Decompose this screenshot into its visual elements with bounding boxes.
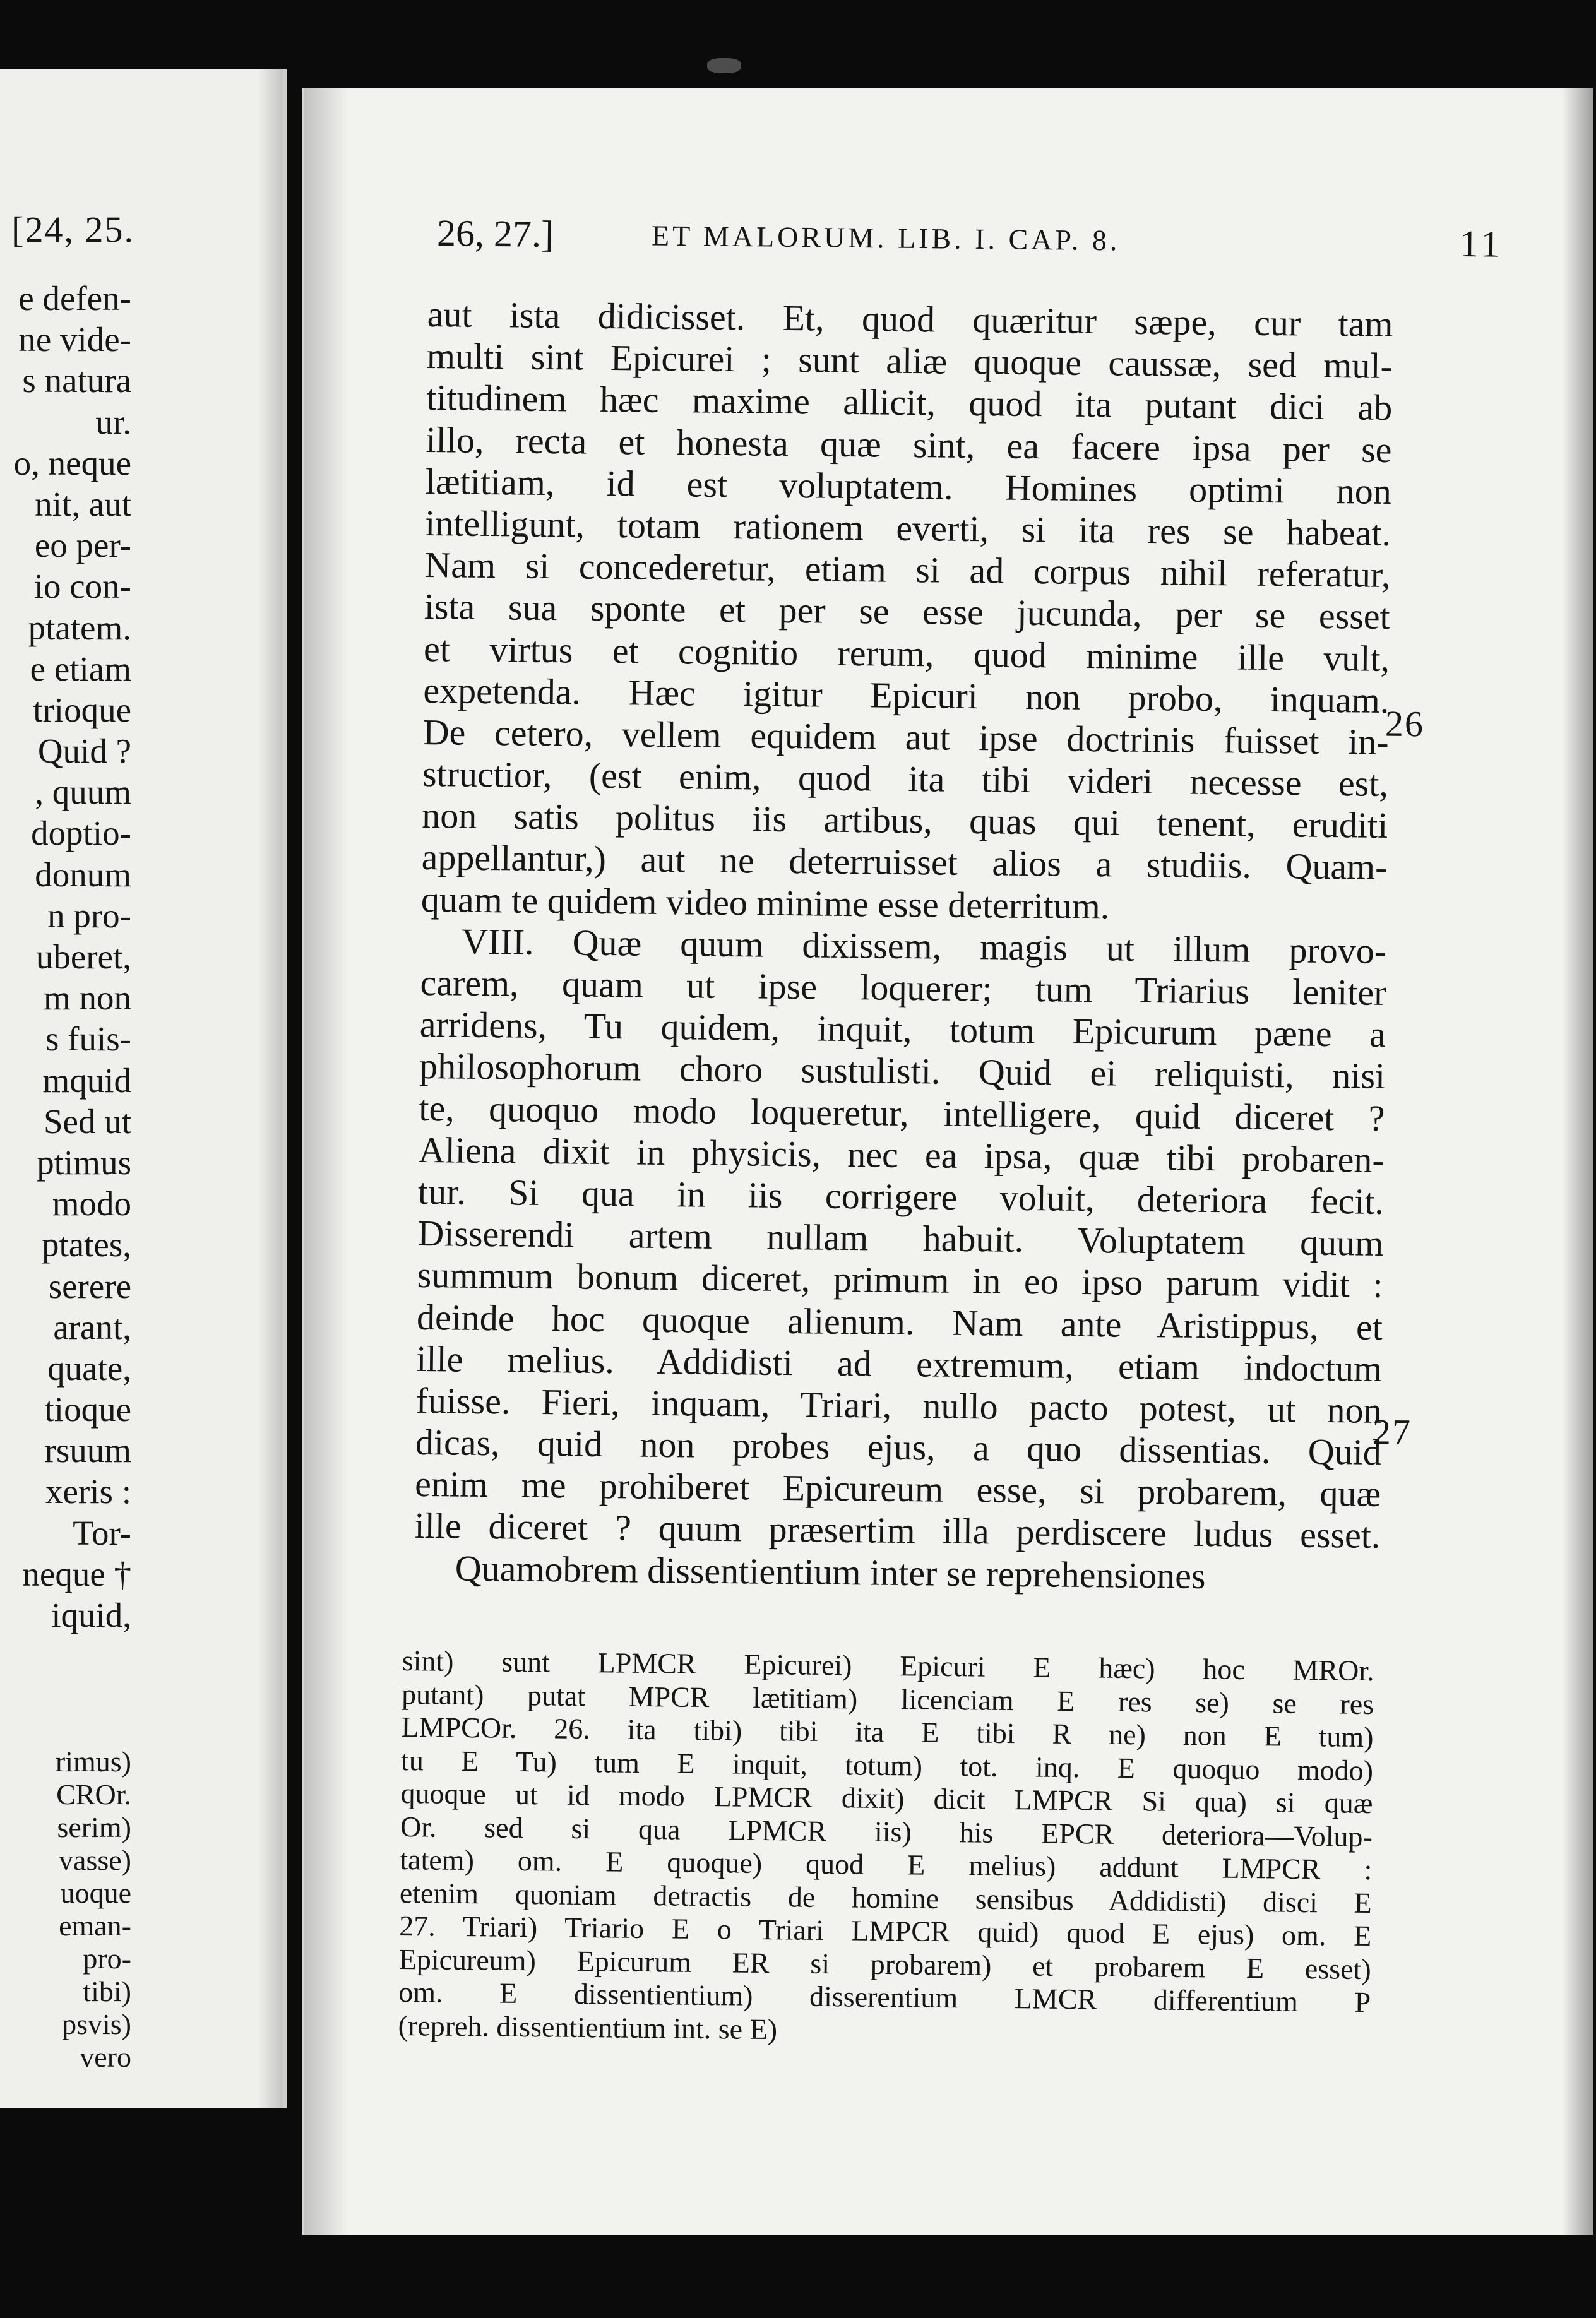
text-line: ille melius. Addidisti ad extremum, etiam indoctum [415,1338,1383,1389]
left-text-line: neque † [22,1554,131,1593]
left-note-line: CROr. [56,1778,131,1810]
left-note-line: rimus) [55,1745,131,1778]
text-line: lætitiam, id est voluptatem. Homines optimi non [425,460,1392,512]
text-line: philosophorum choro sustulisti. Quid ei reliquisti, nisi [419,1045,1386,1097]
text-line: ista sua sponte et per se esse jucunda, per se esset [424,586,1391,638]
text-line: aut ista didicisset. Et, quod quæritur sæpe, cur tam [427,294,1393,345]
text-line: multi sint Epicurei ; sunt aliæ quoque caussæ, sed mul- [426,335,1393,387]
text-line: appellantur,) aut ne deterruisset alios a studiis. Quam- [421,836,1388,888]
note-line: sint) sunt LPMCR Epicurei) Epicuri E hæc) hoc MROr. [402,1644,1374,1687]
note-line: om. E dissentientium) disserentium LMCR differentium P [398,1975,1371,2019]
margin-section-number: 27 [1372,1411,1412,1453]
left-note-line: serim) [57,1811,131,1843]
margin-section-number: 26 [1385,703,1425,745]
left-text-line: donum [35,855,131,894]
text-line: dicas, quid non probes ejus, a quo dissentias. Quid [415,1421,1382,1473]
text-line: carem, quam ut ipse loquerer; tum Triarius leniter [420,961,1386,1013]
text-line: De cetero, vellem equidem aut ipse doctrinis fuisset in- [422,711,1389,763]
note-line: tatem) om. E quoque) quod E melius) addunt LMPCR : [400,1843,1373,1886]
text-line: tur. Si qua in iis corrigere voluit, deteriora fecit. [417,1170,1385,1222]
text-line: arridens, Tu quidem, inquit, totum Epicurum pæne a [419,1004,1386,1055]
left-note-line: eman- [59,1910,131,1942]
spine-shadow [304,88,348,2235]
right-page [302,88,1593,2235]
left-text-line: ne vide- [18,320,131,359]
left-text-line: e etiam [30,649,131,688]
note-line: tu E Tu) tum E inquit, totum) tot. inq. E quoquo modo) [400,1744,1374,1786]
text-line: VIII. Quæ quum dixissem, magis ut illum provo- [461,920,1387,972]
left-text-line: Quid ? [37,732,131,771]
left-text-line: tioque [44,1390,131,1429]
section-reference: 26, 27.] [436,212,554,255]
left-text-line: m non [43,978,131,1018]
left-text-line: trioque [33,690,131,729]
left-note-line: uoque [60,1877,131,1909]
left-text-line: s natura [22,361,131,400]
left-text-line: modo [52,1184,131,1223]
left-text-line: mquid [42,1061,131,1100]
text-line: ille diceret ? quum præsertim illa perdiscere ludus esset. [414,1505,1381,1557]
text-line: fuisse. Fieri, inquam, Triari, nullo pacto potest, ut non [415,1379,1382,1431]
text-line: quam te quidem video minime esse deterritum. [420,878,1110,927]
scan-artifact [707,58,741,73]
text-line: enim me prohiberet Epicureum esse, si probarem, quæ [414,1463,1381,1515]
left-text-line: serere [48,1266,131,1305]
left-text-line: xeris : [45,1472,131,1511]
left-note-line: tibi) [83,1975,131,2007]
left-text-line: ptimus [37,1143,131,1182]
left-page-notes [0,1745,131,2074]
text-line: non satis politus iis artibus, quas qui tenent, eruditi [422,795,1388,847]
text-line: intelligunt, totam rationem everti, si ita res se habeat. [424,502,1391,554]
left-text-line: Tor- [73,1513,131,1552]
left-running-head: [24, 25. [11,209,134,250]
page-edge-shadow [1562,88,1593,2235]
left-text-line: Sed ut [43,1102,131,1141]
left-text-line: e defen- [18,279,131,318]
note-line: putant) putat MPCR lætitiam) licenciam E res se) se res [401,1677,1374,1720]
left-note-line: pro- [83,1942,131,1975]
note-line: Or. sed si qua LPMCR iis) his EPCR deteriora—Volup- [400,1810,1373,1853]
main-text [414,294,1393,1599]
left-text-line: doptio- [31,814,131,853]
left-note-line: vasse) [59,1844,131,1876]
left-text-line: arant, [53,1307,131,1346]
note-line: 27. Triari) Triario E o Triari LMPCR quid) quod E ejus) om. E [399,1909,1372,1952]
left-note-line: psvis) [62,2008,131,2040]
left-text-line: , quum [35,773,131,812]
text-line: summum bonum diceret, primum in eo ipso parum vidit : [417,1254,1383,1306]
left-note-line: vero [80,2041,131,2073]
text-line: te, quoquo modo loqueretur, intelligere, quid diceret ? [419,1087,1385,1139]
left-text-line: rsuum [44,1431,131,1470]
left-page-fragment [0,69,287,2108]
running-head [437,211,1596,275]
left-page-text [0,278,131,1636]
text-line: Aliena dixit in physicis, nec ea ipsa, quæ tibi probaren- [418,1129,1385,1180]
text-line: structior, (est enim, quod ita tibi videri necesse est, [422,753,1389,805]
left-text-line: quate, [47,1348,131,1388]
note-line: etenim quoniam detractis de homine sensibus Addidisti) disci E [399,1876,1373,1919]
left-text-line: ptates, [41,1225,131,1264]
text-line: expetenda. Hæc igitur Epicuri non probo, inquam. [423,669,1390,721]
left-text-line: o, neque [13,443,131,482]
left-text-line: n pro- [47,896,131,935]
left-text-line: s fuis- [45,1019,131,1059]
left-text-line: eo per- [34,526,131,565]
left-gutter-shadow [258,69,283,2108]
text-line: titudinem hæc maxime allicit, quod ita putant dici ab [426,377,1393,429]
note-line: Epicureum) Epicurum ER si probarem) et probarem E esset) [398,1942,1371,1985]
running-title: ET MALORUM. LIB. I. CAP. 8. [651,219,1121,257]
note-line: (repreh. dissentientium int. se E) [398,2009,778,2045]
left-text-line: nit, aut [35,484,131,523]
note-line: LMPCOr. 26. ita tibi) tibi ita E tibi R ne) non E tum) [401,1710,1374,1754]
text-line: illo, recta et honesta quæ sint, ea facere ipsa per se [426,419,1392,470]
page-number: 11 [1459,222,1504,265]
text-line: Disserendi artem nullam habuit. Voluptatem quum [417,1213,1384,1264]
left-text-line: iquid, [51,1596,131,1634]
left-text-line: uberet, [35,937,131,976]
text-line: deinde hoc quoque alienum. Nam ante Aristippus, et [416,1296,1383,1348]
text-line: Quamobrem dissentientium inter se reprehensiones [455,1547,1206,1596]
text-line: Nam si concederetur, etiam si ad corpus nihil referatur, [424,544,1391,596]
critical-apparatus [398,1644,1374,2052]
text-line: et virtus et cognitio rerum, quod minime ille vult, [423,627,1390,679]
left-text-line: io con- [33,567,131,606]
left-text-line: ur. [95,402,131,441]
left-text-line: ptatem. [28,608,131,647]
note-line: quoque ut id modo LPMCR dixit) dicit LMPCR Si qua) si quæ [400,1776,1373,1820]
